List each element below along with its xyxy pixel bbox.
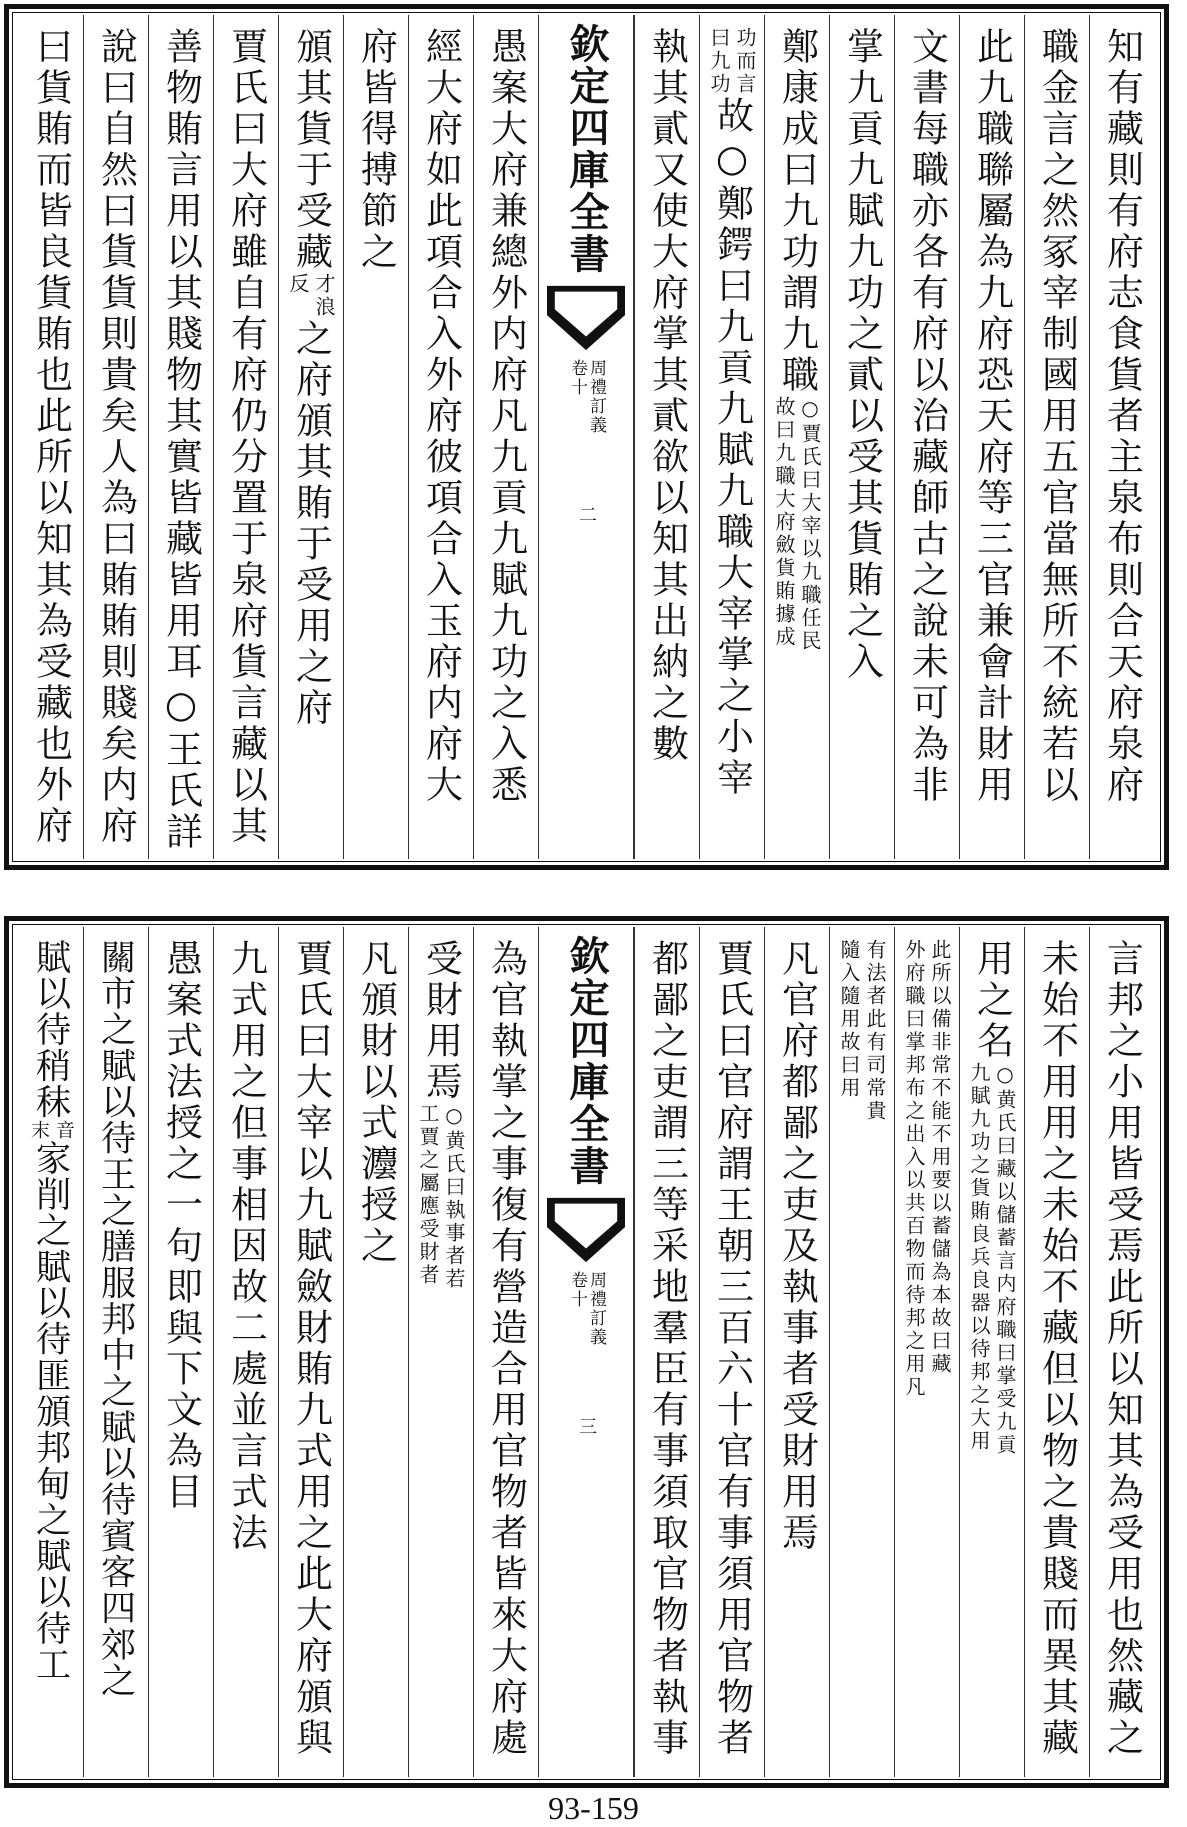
note-left: 工賈之屬應受財者 — [416, 1103, 440, 1287]
column-text: 知有藏則有府志食貨者主泉布則合天府泉府 — [1100, 27, 1144, 806]
text-column — [894, 927, 959, 1777]
annotation-note — [969, 1062, 1015, 1457]
text-column — [894, 15, 959, 859]
text-column — [634, 15, 699, 859]
book-info — [568, 1271, 604, 1347]
column-text: 未始不用用之未始不藏但以物之貴賤而異其藏 — [1035, 939, 1079, 1759]
text-column — [19, 927, 83, 1777]
column-text: 愚案式法授之一句即與下文為目 — [159, 939, 203, 1513]
text-column — [213, 15, 278, 859]
bottom-columns — [19, 927, 1154, 1777]
text-column — [473, 15, 538, 859]
column-text: 賈氏曰官府謂王朝三百六十官有事須用官物者 — [710, 939, 754, 1759]
text-column — [959, 15, 1024, 859]
center-fold-column — [538, 927, 634, 1777]
note-left: 曰九功 — [707, 27, 731, 96]
text-column — [278, 15, 343, 859]
annotation-note — [774, 396, 820, 653]
annotation-note — [288, 273, 334, 319]
column-text: 善物賄言用以其賤物其實皆藏皆用耳○王氏詳 — [159, 27, 203, 853]
text-column — [764, 927, 829, 1777]
column-text: 言邦之小用皆受焉此所以知其為受用也然藏之 — [1100, 939, 1144, 1759]
note-left: 隨入隨用故曰用 — [837, 939, 861, 1100]
note-left: 末 — [28, 1119, 50, 1140]
column-text: 家削之賦以待匪頒邦甸之賦以待工 — [30, 1139, 72, 1682]
collection-title: 欽定四庫全書 — [563, 23, 610, 275]
annotation-note — [839, 939, 885, 1123]
text-column — [699, 15, 764, 859]
book-info — [568, 359, 604, 435]
column-text: 故○鄭鍔曰九貢九賦九職大宰掌之小宰 — [710, 96, 754, 799]
column-text: 賦以待稍秣 — [30, 939, 72, 1120]
note-right: ○賈氏曰大宰以九職任民 — [798, 396, 822, 653]
annotation-note — [709, 27, 755, 96]
text-column — [343, 15, 408, 859]
text-column — [764, 15, 829, 859]
text-column — [699, 927, 764, 1777]
text-column — [408, 15, 473, 859]
column-text: 愚案大府兼總外内府凡九貢九賦九功之入悉 — [484, 27, 528, 806]
note-right: 此所以備非常不能不用要以蓄儲為本故曰藏 — [928, 939, 952, 1376]
note-right: 音 — [53, 1119, 75, 1140]
column-text: 文書每職亦各有府以治藏師古之說未可為非 — [905, 27, 949, 806]
annotation-note — [418, 1103, 464, 1291]
column-text: 掌九貢九賦九功之貳以受其貨賄之入 — [840, 27, 884, 683]
column-text: 九式用之但事相因故二處並言式法 — [224, 939, 268, 1554]
text-column — [634, 927, 699, 1777]
text-column — [1024, 927, 1089, 1777]
column-text: 說曰自然曰貨貨則貴矣人為曰賄賄則賤矣内府 — [94, 27, 138, 847]
leaf-number: 二 — [576, 505, 597, 523]
column-text: 府皆得搏節之 — [354, 27, 398, 273]
column-text: 凡官府都鄙之吏及執事者受財用焉 — [775, 939, 819, 1554]
column-text: 執其貳又使大府掌其貳欲以知其出納之數 — [645, 27, 689, 765]
column-text: 受財用焉 — [419, 939, 463, 1103]
text-column — [408, 927, 473, 1777]
column-text: 用之名 — [970, 939, 1014, 1062]
note-right: 有法者此有司常貴 — [863, 939, 887, 1123]
column-text: 為官執掌之事復有營造合用官物者皆來大府處 — [484, 939, 528, 1759]
text-column — [829, 927, 894, 1777]
volume-label: 卷十 — [567, 1271, 587, 1309]
note-left: 故曰九職大府斂貨賄據成 — [772, 396, 796, 649]
text-column — [19, 15, 83, 859]
column-text: 職金言之然冢宰制國用五官當無所不統若以 — [1035, 27, 1079, 806]
note-right: 才浪 — [312, 273, 336, 319]
text-column — [83, 15, 148, 859]
fish-tail-mark-icon — [547, 1197, 625, 1263]
text-column — [83, 927, 148, 1777]
column-text: 此九職聯屬為九府恐天府等三官兼會計財用 — [970, 27, 1014, 806]
center-fold-column — [538, 15, 634, 859]
note-left: 九賦九功之貨賄良兵良器以待邦之大用 — [967, 1062, 991, 1453]
fish-tail-mark-icon — [547, 285, 625, 351]
column-text: 鄭康成曰九功謂九職 — [775, 27, 819, 396]
column-text: 都鄙之吏謂三等采地羣臣有事須取官物者執事 — [645, 939, 689, 1759]
column-text: 之府頒其賄于受用之府 — [289, 319, 333, 729]
volume-label: 卷十 — [567, 359, 587, 397]
text-column — [343, 927, 408, 1777]
page-number: 93-159 — [548, 1790, 639, 1826]
text-column — [1024, 15, 1089, 859]
collection-title: 欽定四庫全書 — [563, 935, 610, 1187]
annotation-note — [904, 939, 950, 1399]
text-column — [1089, 15, 1154, 859]
text-column — [473, 927, 538, 1777]
top-page — [4, 4, 1169, 870]
bottom-page — [4, 916, 1169, 1788]
text-column — [1089, 927, 1154, 1777]
column-text: 頒其貨于受藏 — [289, 27, 333, 273]
text-column — [278, 927, 343, 1777]
leaf-number: 三 — [576, 1417, 597, 1435]
note-right: 功而言 — [733, 27, 757, 96]
note-left: 外府職曰掌邦布之出入以共百物而待邦之用凡 — [902, 939, 926, 1399]
text-column — [829, 15, 894, 859]
note-right: ○黄氏曰執事者若 — [442, 1103, 466, 1291]
note-left: 反 — [286, 273, 310, 296]
top-columns — [19, 15, 1154, 859]
column-text: 關市之賦以待王之膳服邦中之賦以待賓客四郊之 — [95, 939, 137, 1699]
annotation-note — [29, 1120, 73, 1140]
column-text: 賈氏曰大府雖自有府仍分置于泉府貨言藏以其 — [224, 27, 268, 847]
column-text: 曰貨賄而皆良貨賄也此所以知其為受藏也外府 — [29, 27, 73, 847]
book-title: 周禮訂義 — [586, 1271, 606, 1347]
text-column — [213, 927, 278, 1777]
text-column — [959, 927, 1024, 1777]
text-column — [148, 15, 213, 859]
text-column — [148, 927, 213, 1777]
column-text: 凡頒財以式灋授之 — [354, 939, 398, 1267]
column-text: 賈氏曰大宰以九賦斂財賄九式用之此大府頒與 — [289, 939, 333, 1759]
book-title: 周禮訂義 — [586, 359, 606, 435]
column-text: 經大府如此項合入外府彼項合入玉府内府大 — [419, 27, 463, 806]
note-right: ○黄氏曰藏以儲蓄言内府職曰掌受九貢 — [993, 1062, 1017, 1457]
